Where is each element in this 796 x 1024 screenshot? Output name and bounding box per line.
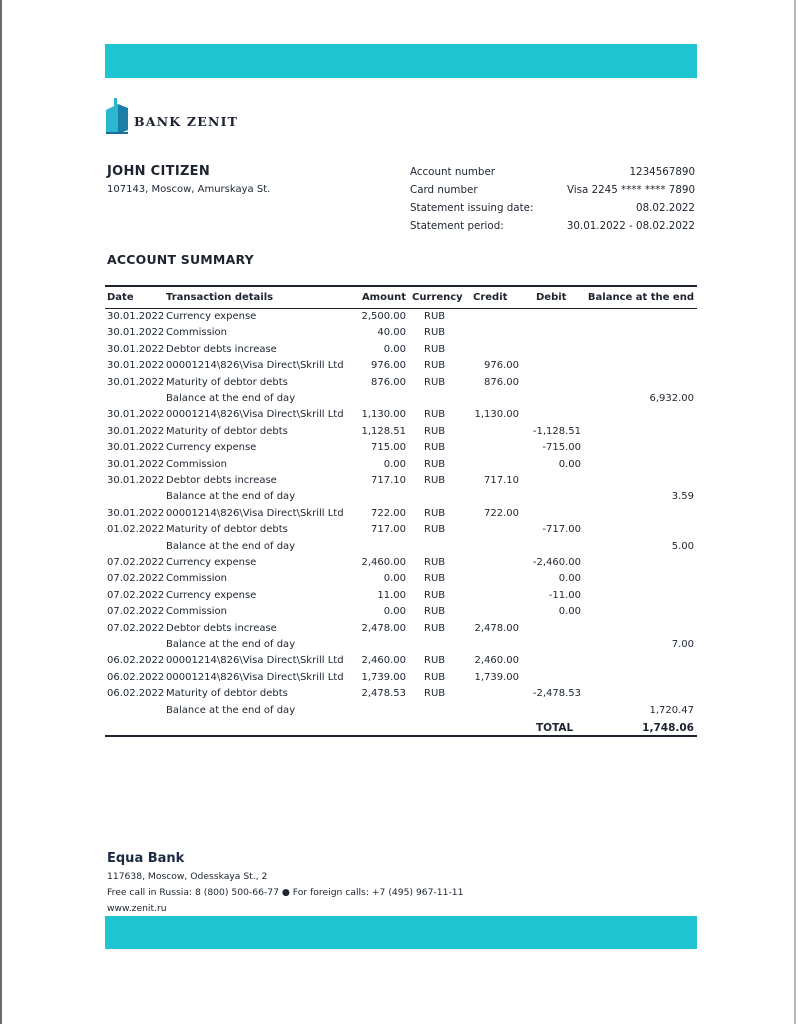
cell-date: 30.01.2022 bbox=[107, 327, 165, 339]
cell-currency: RUB bbox=[424, 671, 446, 683]
cell-amount: 1,739.00 bbox=[361, 671, 406, 683]
cell-currency: RUB bbox=[424, 589, 446, 601]
cell-date: 06.02.2022 bbox=[107, 688, 165, 700]
cell-details: Currency expense bbox=[166, 311, 257, 322]
table-row bbox=[0, 459, 796, 475]
cell-debit: 0.00 bbox=[558, 573, 581, 585]
cell-date: 07.02.2022 bbox=[107, 557, 165, 568]
cell-amount: 2,460.00 bbox=[361, 557, 406, 568]
table-row bbox=[0, 557, 796, 573]
cell-details: Debtor debts increase bbox=[166, 475, 277, 486]
column-header-balance: Balance at the end bbox=[587, 292, 694, 303]
cell-date: 30.01.2022 bbox=[107, 343, 165, 355]
cell-date: 30.01.2022 bbox=[107, 458, 165, 470]
account-info-label: Statement issuing date: bbox=[410, 202, 534, 214]
table-header-rule bbox=[105, 308, 697, 309]
cell-credit: 1,130.00 bbox=[474, 409, 519, 421]
cell-date: 30.01.2022 bbox=[107, 507, 165, 519]
customer-address: 107143, Moscow, Amurskaya St. bbox=[107, 184, 271, 195]
cell-details: Currency expense bbox=[166, 557, 257, 568]
cell-details: Balance at the end of day bbox=[166, 540, 296, 552]
cell-currency: RUB bbox=[424, 458, 446, 470]
table-row bbox=[0, 541, 796, 557]
cell-balance: 1,720.47 bbox=[649, 704, 694, 716]
account-info-label: Account number bbox=[410, 166, 496, 178]
account-info-label: Card number bbox=[410, 184, 478, 196]
cell-amount: 40.00 bbox=[377, 327, 406, 339]
cell-details: 00001214\826\Visa Direct\Skrill Ltd bbox=[166, 507, 344, 519]
cell-amount: 2,478.53 bbox=[361, 688, 406, 700]
cell-details: Currency expense bbox=[166, 589, 257, 601]
cell-currency: RUB bbox=[424, 442, 446, 454]
cell-date: 07.02.2022 bbox=[107, 573, 165, 585]
cell-currency: RUB bbox=[424, 606, 446, 618]
cell-currency: RUB bbox=[424, 409, 446, 421]
table-row bbox=[0, 311, 796, 327]
cell-debit: -1,128.51 bbox=[532, 425, 581, 437]
cell-currency: RUB bbox=[424, 311, 446, 322]
cell-date: 07.02.2022 bbox=[107, 622, 165, 634]
cell-amount: 0.00 bbox=[383, 573, 406, 585]
cell-details: Maturity of debtor debts bbox=[166, 524, 288, 536]
cell-amount: 722.00 bbox=[371, 507, 406, 519]
cell-date: 30.01.2022 bbox=[107, 311, 165, 322]
table-row bbox=[0, 327, 796, 343]
cell-credit: 717.10 bbox=[484, 475, 519, 486]
cell-currency: RUB bbox=[424, 507, 446, 519]
cell-details: Debtor debts increase bbox=[166, 622, 277, 634]
cell-details: Balance at the end of day bbox=[166, 639, 296, 650]
column-header-currency: Currency bbox=[412, 292, 463, 303]
column-header-date: Date bbox=[107, 292, 134, 303]
table-row bbox=[0, 639, 796, 655]
cell-amount: 2,460.00 bbox=[361, 655, 406, 667]
cell-debit: -11.00 bbox=[548, 589, 581, 601]
cell-details: Balance at the end of day bbox=[166, 491, 296, 503]
cell-amount: 1,128.51 bbox=[361, 425, 406, 437]
cell-currency: RUB bbox=[424, 622, 446, 634]
table-row bbox=[0, 475, 796, 491]
cell-date: 01.02.2022 bbox=[107, 524, 165, 536]
cell-currency: RUB bbox=[424, 524, 446, 536]
footer-band bbox=[105, 916, 697, 949]
account-info-value: 30.01.2022 - 08.02.2022 bbox=[566, 220, 695, 232]
cell-credit: 1,739.00 bbox=[474, 671, 519, 683]
cell-amount: 715.00 bbox=[371, 442, 406, 454]
cell-date: 07.02.2022 bbox=[107, 589, 165, 601]
cell-date: 30.01.2022 bbox=[107, 475, 165, 486]
account-info-row bbox=[410, 220, 695, 232]
account-info-value: 08.02.2022 bbox=[636, 202, 695, 214]
cell-currency: RUB bbox=[424, 425, 446, 437]
table-row bbox=[0, 655, 796, 671]
cell-debit: 0.00 bbox=[558, 606, 581, 618]
cell-date: 07.02.2022 bbox=[107, 606, 165, 618]
table-row bbox=[0, 426, 796, 442]
cell-details: Maturity of debtor debts bbox=[166, 376, 288, 388]
table-row bbox=[0, 623, 796, 639]
cell-currency: RUB bbox=[424, 376, 446, 388]
account-info-row bbox=[410, 166, 695, 178]
table-row bbox=[0, 705, 796, 721]
account-info-row bbox=[410, 202, 695, 214]
cell-details: Debtor debts increase bbox=[166, 343, 277, 355]
cell-date: 06.02.2022 bbox=[107, 655, 165, 667]
cell-date: 30.01.2022 bbox=[107, 442, 165, 454]
cell-currency: RUB bbox=[424, 343, 446, 355]
cell-date: 30.01.2022 bbox=[107, 425, 165, 437]
cell-details: Commission bbox=[166, 458, 228, 470]
cell-credit: 876.00 bbox=[484, 376, 519, 388]
cell-amount: 717.10 bbox=[371, 475, 406, 486]
cell-debit: 0.00 bbox=[558, 458, 581, 470]
cell-amount: 876.00 bbox=[371, 376, 406, 388]
account-info-label: Statement period: bbox=[410, 220, 504, 232]
table-row bbox=[0, 344, 796, 360]
cell-currency: RUB bbox=[424, 655, 446, 667]
bank-name: Equa Bank bbox=[107, 851, 185, 866]
header-band bbox=[105, 44, 697, 78]
cell-amount: 0.00 bbox=[383, 606, 406, 618]
bank-website: www.zenit.ru bbox=[107, 903, 167, 914]
bank-logo bbox=[104, 98, 238, 136]
cell-debit: -715.00 bbox=[542, 442, 581, 454]
cell-debit: -2,478.53 bbox=[532, 688, 581, 700]
cell-amount: 0.00 bbox=[383, 458, 406, 470]
cell-balance: 6,932.00 bbox=[649, 393, 694, 404]
cell-debit: -2,460.00 bbox=[532, 557, 581, 568]
table-row bbox=[0, 409, 796, 425]
table-bottom-rule bbox=[105, 735, 697, 737]
table-row bbox=[0, 573, 796, 589]
cell-details: Commission bbox=[166, 606, 228, 618]
table-row bbox=[0, 508, 796, 524]
cell-currency: RUB bbox=[424, 327, 446, 339]
table-row bbox=[0, 442, 796, 458]
table-row bbox=[0, 590, 796, 606]
table-row bbox=[0, 672, 796, 688]
cell-currency: RUB bbox=[424, 360, 446, 372]
bank-phones: Free call in Russia: 8 (800) 500-66-77 ● For foreign calls: +7 (495) 967-11-11 bbox=[107, 887, 464, 898]
column-header-debit: Debit bbox=[536, 292, 567, 303]
bank-logo-text: BANK ZENIT bbox=[134, 113, 239, 129]
customer-name: JOHN CITIZEN bbox=[107, 164, 211, 179]
account-info-row bbox=[410, 184, 695, 196]
cell-details: Balance at the end of day bbox=[166, 393, 296, 404]
table-top-rule bbox=[105, 285, 697, 287]
table-row bbox=[0, 688, 796, 704]
cell-details: 00001214\826\Visa Direct\Skrill Ltd bbox=[166, 409, 344, 421]
cell-details: Currency expense bbox=[166, 442, 257, 454]
column-header-amount: Amount bbox=[361, 292, 406, 303]
cell-details: 00001214\826\Visa Direct\Skrill Ltd bbox=[166, 671, 344, 683]
cell-details: Commission bbox=[166, 573, 228, 585]
table-row bbox=[0, 360, 796, 376]
cell-currency: RUB bbox=[424, 688, 446, 700]
total-value: 1,748.06 bbox=[642, 722, 694, 734]
account-info-value: 1234567890 bbox=[629, 166, 695, 178]
cell-credit: 976.00 bbox=[484, 360, 519, 372]
cell-details: Commission bbox=[166, 327, 228, 339]
cell-details: Maturity of debtor debts bbox=[166, 688, 288, 700]
cell-debit: -717.00 bbox=[542, 524, 581, 536]
bank-address: 117638, Moscow, Odesskaya St., 2 bbox=[107, 871, 268, 882]
cell-currency: RUB bbox=[424, 557, 446, 568]
table-row bbox=[0, 524, 796, 540]
cell-amount: 2,478.00 bbox=[361, 622, 406, 634]
cell-details: Balance at the end of day bbox=[166, 704, 296, 716]
table-row bbox=[0, 491, 796, 507]
table-row bbox=[0, 377, 796, 393]
cell-date: 30.01.2022 bbox=[107, 360, 165, 372]
table-row bbox=[0, 606, 796, 622]
cell-credit: 2,460.00 bbox=[474, 655, 519, 667]
account-info-value: Visa 2245 **** **** 7890 bbox=[566, 184, 695, 196]
bank-logo-icon bbox=[104, 98, 131, 136]
cell-currency: RUB bbox=[424, 475, 446, 486]
table-row bbox=[0, 393, 796, 409]
cell-date: 06.02.2022 bbox=[107, 671, 165, 683]
cell-credit: 2,478.00 bbox=[474, 622, 519, 634]
cell-details: 00001214\826\Visa Direct\Skrill Ltd bbox=[166, 360, 344, 372]
summary-title: ACCOUNT SUMMARY bbox=[107, 252, 254, 267]
cell-date: 30.01.2022 bbox=[107, 376, 165, 388]
cell-amount: 11.00 bbox=[377, 589, 406, 601]
cell-currency: RUB bbox=[424, 573, 446, 585]
cell-details: 00001214\826\Visa Direct\Skrill Ltd bbox=[166, 655, 344, 667]
cell-balance: 5.00 bbox=[671, 540, 694, 552]
column-header-details: Transaction details bbox=[166, 292, 274, 303]
cell-balance: 3.59 bbox=[671, 491, 694, 503]
cell-credit: 722.00 bbox=[484, 507, 519, 519]
column-header-credit: Credit bbox=[473, 292, 508, 303]
cell-amount: 976.00 bbox=[371, 360, 406, 372]
cell-amount: 1,130.00 bbox=[361, 409, 406, 421]
cell-amount: 2,500.00 bbox=[361, 311, 406, 322]
cell-amount: 717.00 bbox=[371, 524, 406, 536]
cell-date: 30.01.2022 bbox=[107, 409, 165, 421]
cell-details: Maturity of debtor debts bbox=[166, 425, 288, 437]
cell-balance: 7.00 bbox=[671, 639, 694, 650]
cell-amount: 0.00 bbox=[383, 343, 406, 355]
total-label: TOTAL bbox=[536, 722, 574, 734]
